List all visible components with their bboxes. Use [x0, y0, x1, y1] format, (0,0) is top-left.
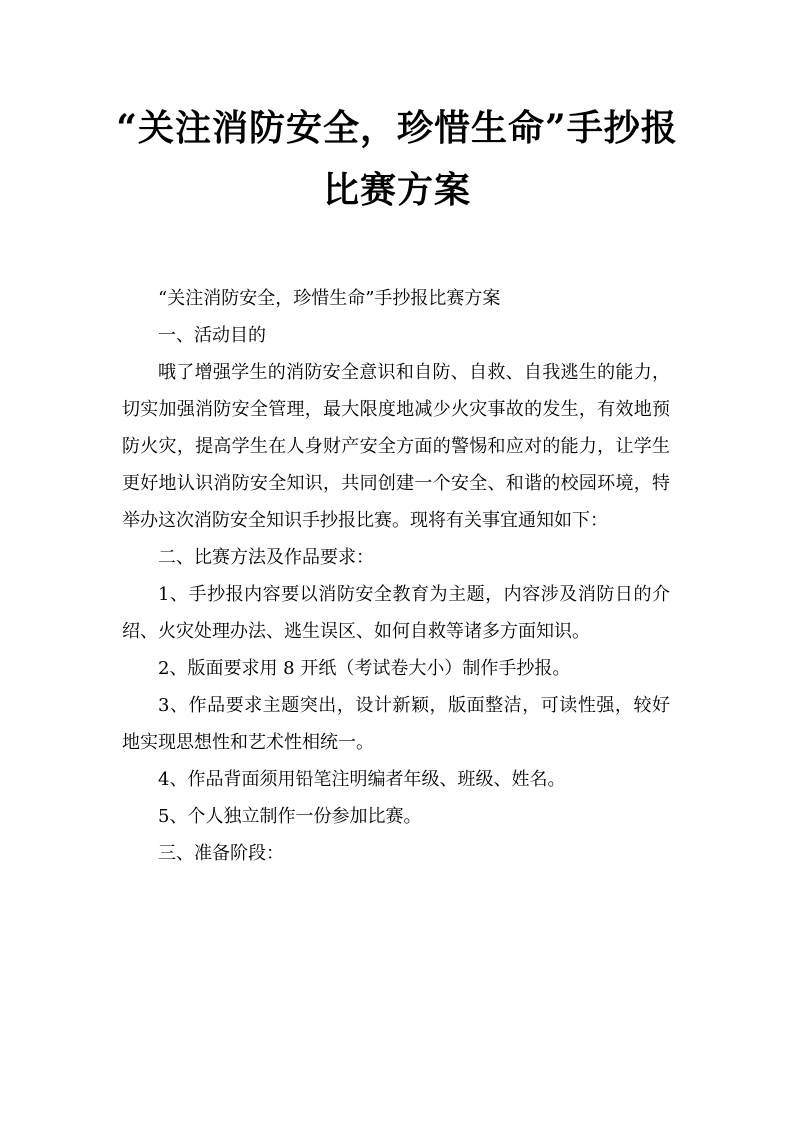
- body-heading-plan-title: “关注消防安全，珍惜生命”手抄报比赛方案: [158, 288, 501, 309]
- list-item-requirement-2: 2、版面要求用 8 开纸（考试卷大小）制作手抄报。: [158, 658, 571, 679]
- list-item-requirement-5: 5、个人独立制作一份参加比赛。: [158, 806, 422, 827]
- paragraph-purpose: 哦了增强学生的消防安全意识和自防、自救、自我逃生的能力，切实加强消防安全管理，最大限度地减少火灾事故的发生，有效地预防火灾，提高学生在人身财产安全方面的警惕和应对的能力，让学生更好地认识消防安全知识，共同创建一个安全、和谐的校园环境，特举办这次消防安全知识手抄报比赛。现将有关事宜通知如下：: [122, 362, 670, 531]
- section-heading-purpose: 一、活动目的: [158, 325, 266, 346]
- document-body: [122, 280, 670, 872]
- list-item-requirement-1: 1、手抄报内容要以消防安全教育为主题，内容涉及消防日的介绍、火灾处理办法、逃生误区、如何自救等诸多方面知识。: [122, 584, 670, 642]
- section-heading-method: 二、比赛方法及作品要求：: [158, 547, 374, 568]
- list-item-requirement-3: 3、作品要求主题突出，设计新颖，版面整洁，可读性强，较好地实现思想性和艺术性相统一。: [122, 695, 670, 753]
- section-heading-preparation: 三、准备阶段：: [158, 843, 284, 864]
- document-title-line-1: “关注消防安全，珍惜生命”手抄报: [116, 107, 678, 149]
- list-item-requirement-4: 4、作品背面须用铅笔注明编者年级、班级、姓名。: [158, 769, 566, 790]
- document-title-line-2: 比赛方案: [322, 169, 471, 211]
